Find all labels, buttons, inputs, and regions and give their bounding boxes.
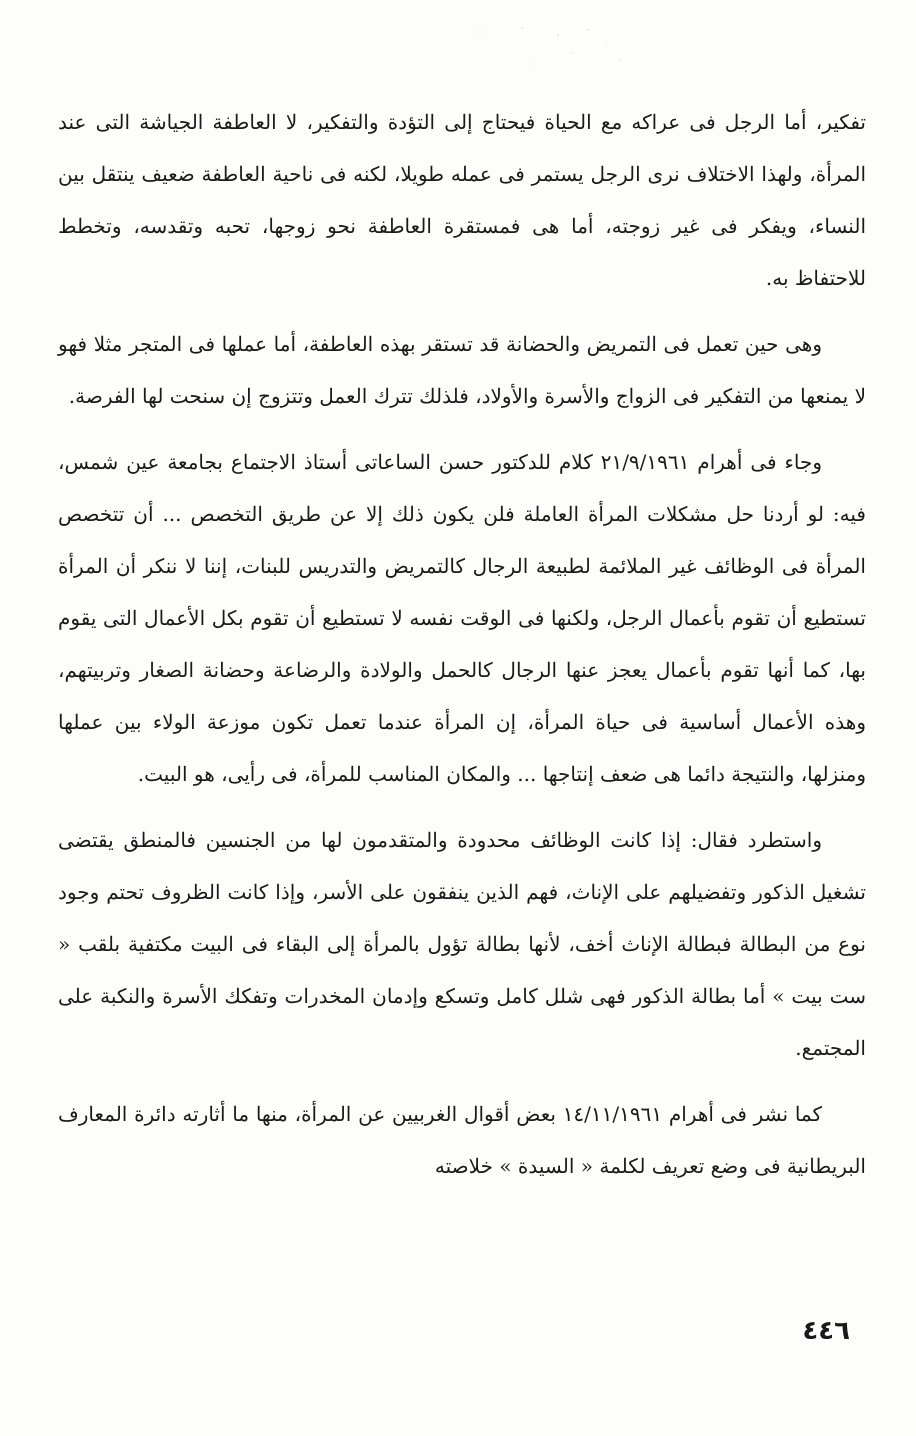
paragraph-2: وهى حين تعمل فى التمريض والحضانة قد تستقر بهذه العاطفة، أما عملها فى المتجر مثلا فهو لا يمنعها من التفكير فى الزواج والأسرة والأولاد، فلذلك تترك العمل وتتزوج إن سنحت لها الفرصة. xyxy=(58,332,866,408)
page-number: ٤٤٦ xyxy=(802,1316,850,1346)
paragraph-5: كما نشر فى أهرام ١٤/١١/١٩٦١ بعض أقوال الغربيين عن المرأة، منها ما أثارته دائرة المعارف البريطانية فى وضع تعريف لكلمة « السيدة » خلاصته xyxy=(58,1102,866,1178)
paragraph-1: تفكير، أما الرجل فى عراكه مع الحياة فيحتاج إلى التؤدة والتفكير، لا العاطفة الجياشة التى عند المرأة، ولهذا الاختلاف نرى الرجل يستمر فى عمله طويلا، لكنه فى ناحية العاطفة ضعيف ينتقل بين النساء، ويفكر فى غير زوجته، أما هى فمستقرة العاطفة نحو زوجها، تحبه وتقدسه، وتخطط للاحتفاظ به. xyxy=(58,110,866,290)
scan-noise xyxy=(470,20,630,70)
body-text xyxy=(58,96,866,1206)
paragraph-3: وجاء فى أهرام ٢١/٩/١٩٦١ كلام للدكتور حسن الساعاتى أستاذ الاجتماع بجامعة عين شمس، فيه: لو أردنا حل مشكلات المرأة العاملة فلن يكون ذلك إلا عن طريق التخصص ... أن تتخصص المرأة فى الوظائف غير الملائمة لطبيعة الرجال كالتمريض والتدريس للبنات، إننا لا ننكر أن المرأة تستطيع أن تقوم بأعمال الرجل، ولكنها فى الوقت نفسه لا تستطيع أن تقوم بكل الأعمال التى يقوم بها، كما أنها تقوم بأعمال يعجز عنها الرجال كالحمل والولادة والرضاعة وحضانة الصغار وتربيتهم، وهذه الأعمال أساسية فى حياة المرأة، إن المرأة عندما تعمل تكون موزعة الولاء بين عملها ومنزلها، والنتيجة دائما هى ضعف إنتاجها ... والمكان المناسب للمرأة، فى رأيى، هو البيت. xyxy=(58,450,866,786)
paragraph-4: واستطرد فقال: إذا كانت الوظائف محدودة والمتقدمون لها من الجنسين فالمنطق يقتضى تشغيل الذكور وتفضيلهم على الإناث، فهم الذين ينفقون على الأسر، وإذا كانت الظروف تحتم وجود نوع من البطالة فبطالة الإناث أخف، لأنها بطالة تؤول بالمرأة إلى البقاء فى البيت مكتفية بلقب « ست بيت » أما بطالة الذكور فهى شلل كامل وتسكع وإدمان المخدرات وتفكك الأسرة والنكبة على المجتمع. xyxy=(58,828,866,1060)
